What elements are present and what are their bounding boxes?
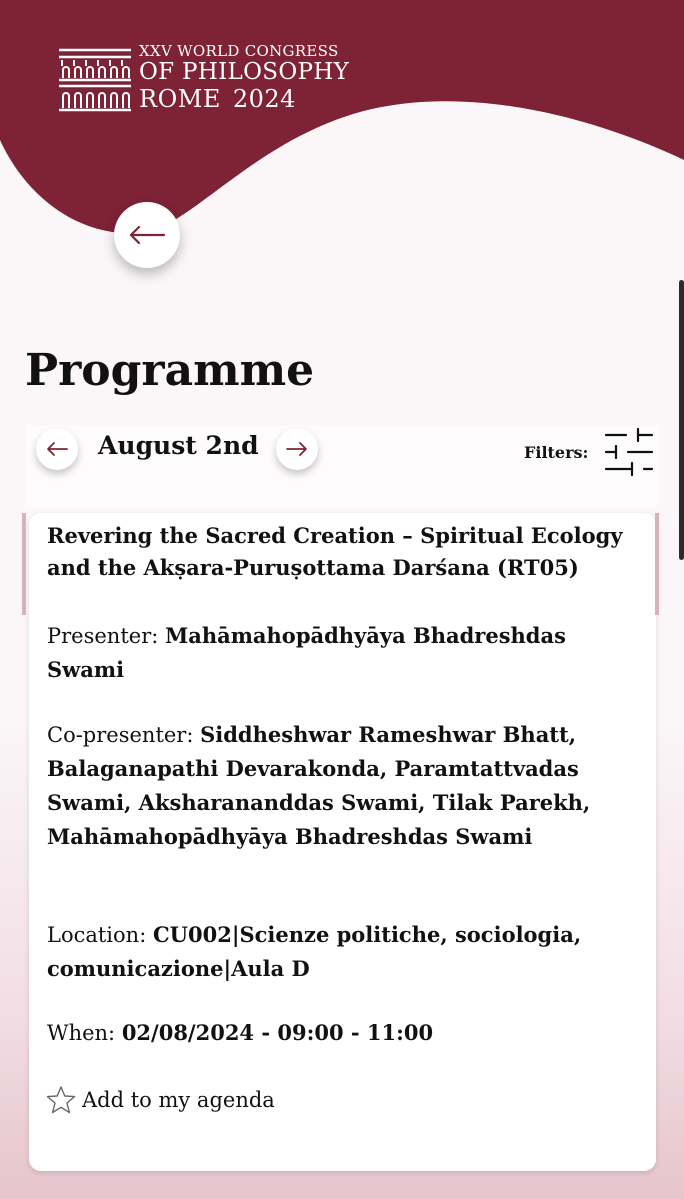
logo-line-2: OF PHILOSOPHY — [139, 59, 350, 85]
copresenter-field — [47, 718, 637, 854]
sliders-icon[interactable] — [602, 427, 656, 477]
presenter-label: Presenter: — [47, 624, 165, 648]
arrow-left-icon — [45, 441, 69, 457]
session-title[interactable]: Revering the Sacred Creation – Spiritual Ecology and the Akṣara-Puruṣottama Darśana (RT05) — [47, 523, 623, 580]
location-label: Location: — [47, 923, 153, 947]
logo-line-1: XXV WORLD CONGRESS — [139, 42, 339, 60]
previous-day-button[interactable] — [36, 428, 78, 470]
back-button[interactable] — [114, 202, 180, 268]
location-value: CU002|Scienze politiche, sociologia, comunicazione|Aula D — [47, 922, 582, 981]
logo-year: 2024 — [232, 85, 296, 113]
scrollbar[interactable] — [679, 280, 684, 560]
logo-text — [139, 40, 349, 111]
congress-logo — [56, 40, 356, 120]
card-accent-right — [655, 513, 659, 615]
presenter-value: Mahāmahopādhyāya Bhadreshdas Swami — [47, 623, 566, 682]
page-title: Programme — [25, 345, 315, 396]
arrow-right-icon — [285, 441, 309, 457]
header-wave-background — [0, 0, 684, 250]
presenter-field — [47, 619, 647, 687]
copresenter-label: Co-presenter: — [47, 723, 201, 747]
current-date-label: August 2nd — [98, 431, 259, 460]
colosseum-icon — [56, 44, 134, 114]
add-to-agenda-label: Add to my agenda — [82, 1088, 275, 1112]
card-accent-left — [22, 513, 26, 615]
when-label: When: — [47, 1021, 122, 1045]
copresenter-value: Siddheshwar Rameshwar Bhatt, Balaganapathi Devarakonda, Paramtattvadas Swami, Aksharananddas Swami, Tilak Parekh, Mahāmahopādhyāya Bhadreshdas Swami — [47, 722, 591, 849]
logo-city: ROME — [139, 85, 221, 113]
next-day-button[interactable] — [276, 428, 318, 470]
when-value: 02/08/2024 - 09:00 - 11:00 — [121, 1020, 434, 1045]
filters-label: Filters: — [524, 443, 589, 462]
date-navigation — [26, 425, 658, 507]
location-field — [47, 918, 647, 986]
when-field — [47, 1016, 647, 1050]
arrow-left-icon — [128, 225, 166, 245]
star-outline-icon — [46, 1085, 76, 1115]
add-to-agenda-button[interactable] — [46, 1085, 275, 1115]
logo-line-3 — [139, 87, 349, 111]
